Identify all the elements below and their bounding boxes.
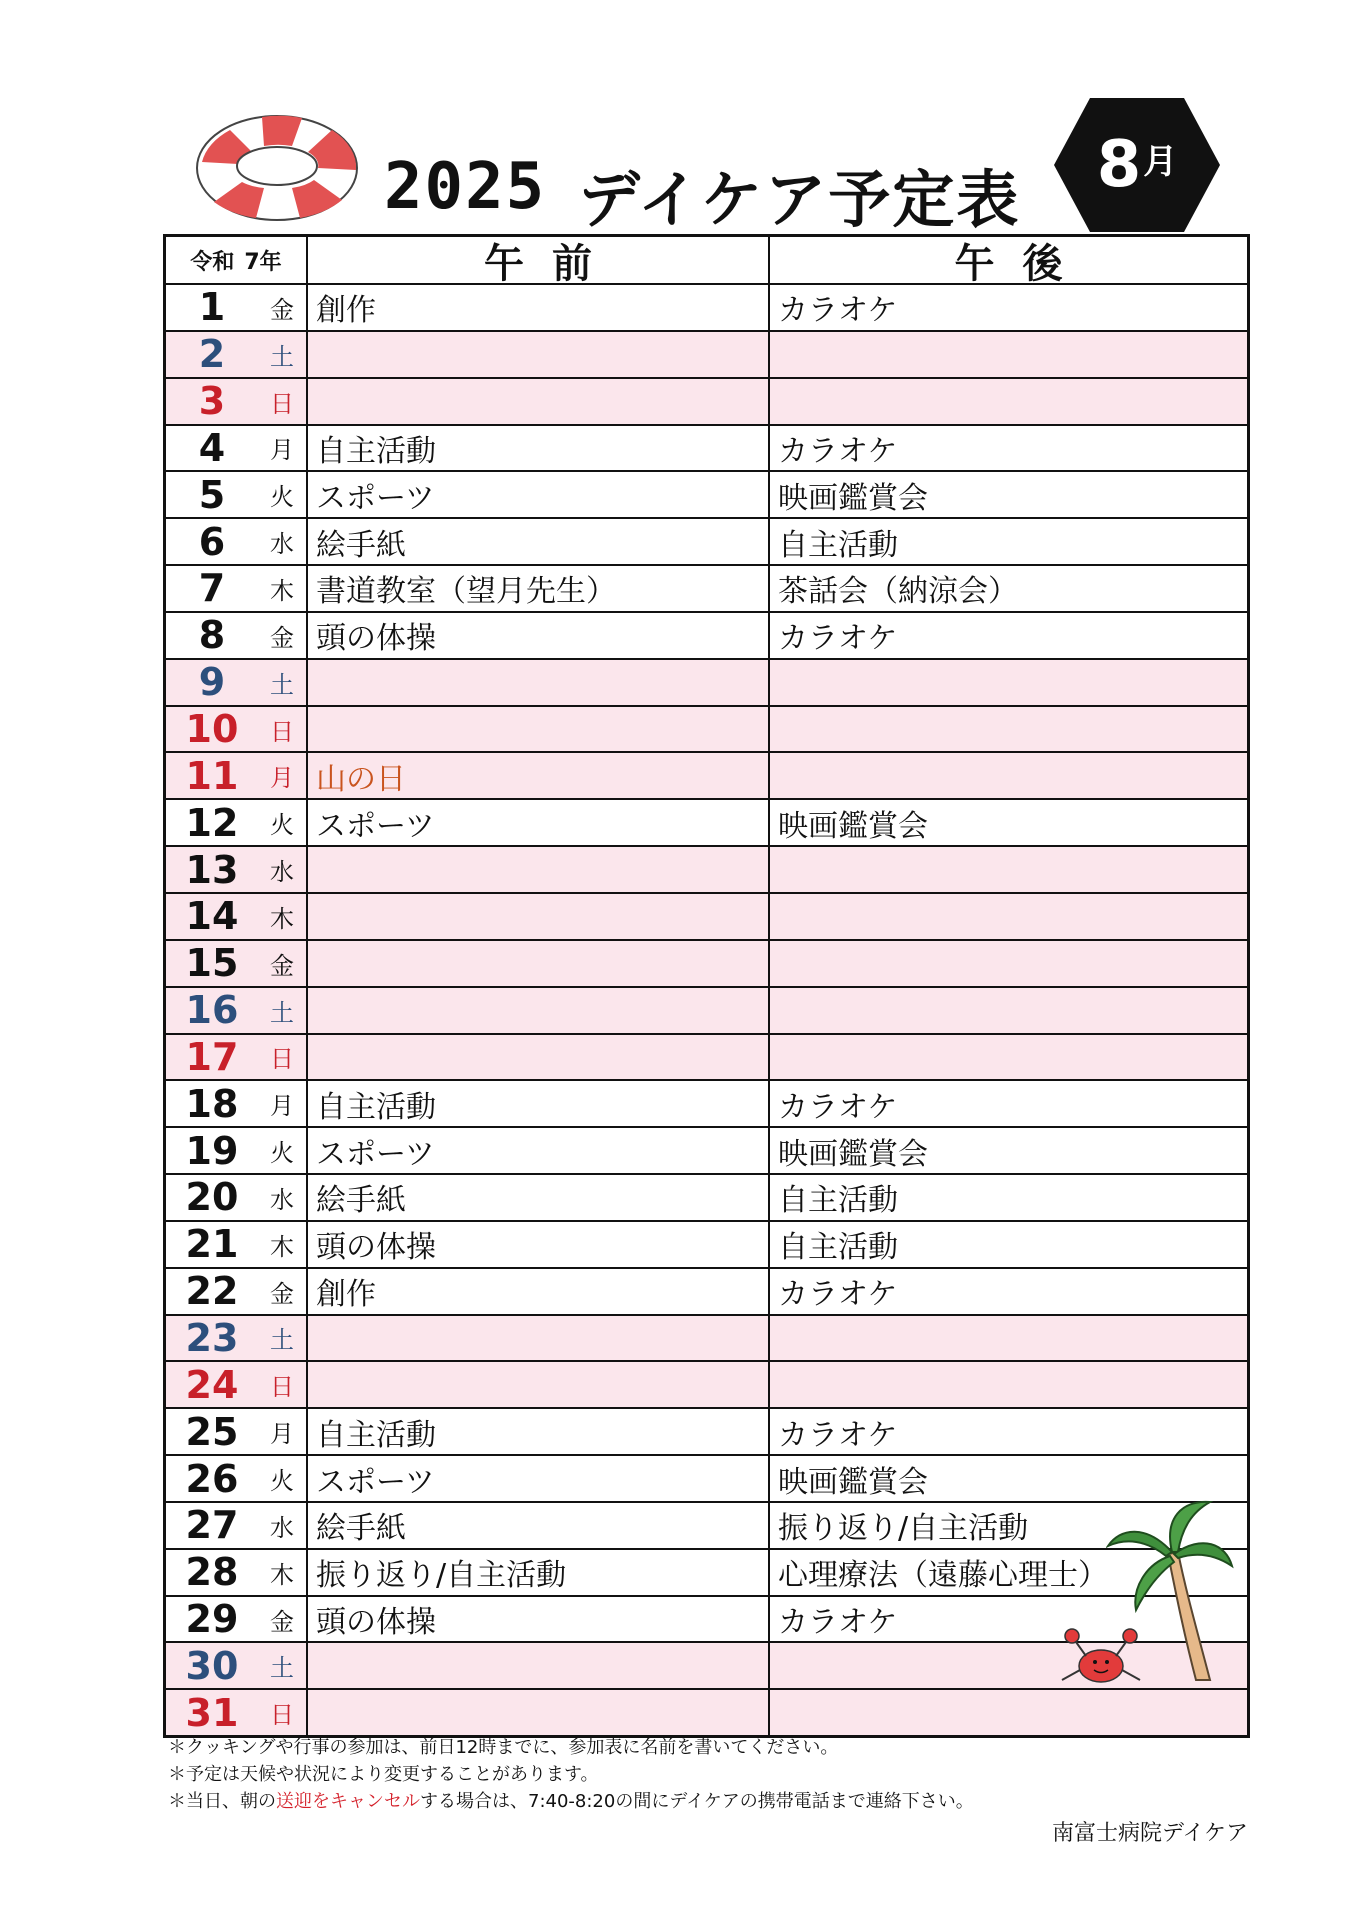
date-cell: 11 xyxy=(185,753,239,798)
table-row xyxy=(166,892,1247,939)
weekday-cell: 水 xyxy=(258,847,308,892)
table-row xyxy=(166,1220,1247,1267)
pm-activity-cell xyxy=(770,1362,1247,1407)
am-activity-cell: スポーツ xyxy=(308,800,770,845)
pm-activity-cell xyxy=(770,847,1247,892)
date-cell: 25 xyxy=(185,1409,239,1454)
date-cell: 31 xyxy=(185,1690,239,1735)
table-row xyxy=(166,1454,1247,1501)
table-row xyxy=(166,424,1247,471)
table-row xyxy=(166,1407,1247,1454)
weekday-cell: 日 xyxy=(258,1035,308,1080)
date-cell: 16 xyxy=(185,988,239,1033)
weekday-cell: 日 xyxy=(258,1690,308,1735)
pm-activity-cell xyxy=(770,1316,1247,1361)
table-row xyxy=(166,705,1247,752)
am-activity-cell: 絵手紙 xyxy=(308,1503,770,1548)
note-3 xyxy=(168,1788,974,1815)
pm-activity-cell xyxy=(770,332,1247,377)
weekday-cell: 土 xyxy=(258,1316,308,1361)
schedule-table xyxy=(163,234,1250,1738)
am-activity-cell xyxy=(308,1316,770,1361)
note-3-post: する場合は、7:40-8:20の間にデイケアの携帯電話まで連絡下さい。 xyxy=(420,1791,974,1812)
date-cell: 23 xyxy=(185,1315,239,1360)
am-activity-cell: 自主活動 xyxy=(308,1081,770,1126)
weekday-cell: 水 xyxy=(258,1503,308,1548)
date-cell: 9 xyxy=(198,660,226,705)
table-row xyxy=(166,1173,1247,1220)
am-activity-cell xyxy=(308,847,770,892)
pm-activity-cell: カラオケ xyxy=(778,1417,898,1453)
pm-activity-cell: 自主活動 xyxy=(778,527,898,563)
date-cell: 1 xyxy=(198,285,226,330)
date-cell: 26 xyxy=(185,1456,239,1501)
weekday-cell: 日 xyxy=(258,707,308,752)
am-activity-cell: 頭の体操 xyxy=(308,1222,770,1267)
pm-activity-cell xyxy=(770,1690,1247,1735)
note-3-pre: ＊当日、朝の xyxy=(168,1791,276,1812)
table-row xyxy=(166,611,1247,658)
weekday-cell: 火 xyxy=(258,1456,308,1501)
era-year: 7年 xyxy=(244,249,282,275)
date-cell: 24 xyxy=(185,1362,239,1407)
am-activity-cell: 絵手紙 xyxy=(308,519,770,564)
table-row xyxy=(166,1548,1247,1595)
date-cell: 21 xyxy=(185,1222,239,1267)
date-cell: 6 xyxy=(198,519,226,564)
am-activity-cell xyxy=(308,941,770,986)
table-row xyxy=(166,751,1247,798)
am-activity-cell: 書道教室（望月先生） xyxy=(308,566,770,611)
weekday-cell: 月 xyxy=(258,1409,308,1454)
am-activity-cell xyxy=(308,894,770,939)
date-cell: 4 xyxy=(198,425,226,470)
weekday-cell: 火 xyxy=(258,472,308,517)
pm-activity-cell xyxy=(770,988,1247,1033)
date-cell: 2 xyxy=(198,332,226,377)
page-title: デイケア予定表 xyxy=(578,163,1021,236)
pm-activity-cell xyxy=(770,753,1247,798)
pm-activity-cell xyxy=(770,660,1247,705)
pm-activity-cell: カラオケ xyxy=(778,1277,898,1313)
pm-activity-cell xyxy=(770,379,1247,424)
weekday-cell: 木 xyxy=(258,566,308,611)
am-activity-cell xyxy=(308,1035,770,1080)
pm-activity-cell: 茶話会（納涼会） xyxy=(778,574,1018,610)
am-activity-cell: 頭の体操 xyxy=(308,1597,770,1642)
table-row xyxy=(166,517,1247,564)
weekday-cell: 金 xyxy=(258,941,308,986)
am-activity-cell xyxy=(308,379,770,424)
table-row xyxy=(166,330,1247,377)
am-activity-cell xyxy=(308,660,770,705)
era-label xyxy=(166,237,308,283)
am-activity-cell xyxy=(308,1362,770,1407)
am-activity-cell: スポーツ xyxy=(308,472,770,517)
table-row xyxy=(166,658,1247,705)
pm-activity-cell: カラオケ xyxy=(778,433,898,469)
weekday-cell: 土 xyxy=(258,988,308,1033)
table-row xyxy=(166,1126,1247,1173)
date-cell: 7 xyxy=(198,566,226,611)
date-cell: 27 xyxy=(185,1503,239,1548)
am-activity-cell: 絵手紙 xyxy=(308,1175,770,1220)
date-cell: 5 xyxy=(198,472,226,517)
date-cell: 15 xyxy=(185,941,239,986)
weekday-cell: 木 xyxy=(258,1222,308,1267)
title-year: 2025 xyxy=(384,150,547,224)
pm-activity-cell: 振り返り/自主活動 xyxy=(778,1511,1029,1547)
date-cell: 10 xyxy=(185,707,239,752)
weekday-cell: 水 xyxy=(258,1175,308,1220)
table-row xyxy=(166,470,1247,517)
am-activity-cell: 自主活動 xyxy=(308,1409,770,1454)
date-cell: 29 xyxy=(185,1597,239,1642)
pm-activity-cell: 映画鑑賞会 xyxy=(778,1464,928,1500)
pm-activity-cell: 自主活動 xyxy=(778,1183,898,1219)
weekday-cell: 火 xyxy=(258,800,308,845)
am-activity-cell xyxy=(308,988,770,1033)
date-cell: 28 xyxy=(185,1550,239,1595)
weekday-cell: 日 xyxy=(258,379,308,424)
am-header: 午前 xyxy=(308,237,770,283)
weekday-cell: 金 xyxy=(258,285,308,330)
table-row xyxy=(166,1267,1247,1314)
pm-activity-cell: 映画鑑賞会 xyxy=(778,1136,928,1172)
weekday-cell: 土 xyxy=(258,660,308,705)
pm-activity-cell: 映画鑑賞会 xyxy=(778,808,928,844)
date-cell: 17 xyxy=(185,1034,239,1079)
weekday-cell: 木 xyxy=(258,1550,308,1595)
pm-activity-cell xyxy=(770,894,1247,939)
table-row xyxy=(166,1079,1247,1126)
am-activity-cell xyxy=(308,707,770,752)
am-activity-cell xyxy=(308,1643,770,1688)
note-2: ＊予定は天候や状況により変更することがあります。 xyxy=(168,1764,599,1785)
am-activity-cell: 自主活動 xyxy=(308,426,770,471)
weekday-cell: 月 xyxy=(258,426,308,471)
date-cell: 12 xyxy=(185,800,239,845)
pm-activity-cell: カラオケ xyxy=(778,293,898,329)
table-row xyxy=(166,1501,1247,1548)
am-activity-cell: 山の日 xyxy=(308,753,770,798)
table-row xyxy=(166,283,1247,330)
era-name: 令和 xyxy=(190,249,235,275)
notes xyxy=(168,1734,974,1815)
footer-organization: 南富士病院デイケア xyxy=(1051,1821,1248,1846)
swim-ring-icon xyxy=(192,108,362,226)
pm-activity-cell: 心理療法（遠藤心理士） xyxy=(778,1558,1108,1594)
am-activity-cell: 創作 xyxy=(308,285,770,330)
pm-activity-cell xyxy=(770,1035,1247,1080)
am-activity-cell: スポーツ xyxy=(308,1456,770,1501)
table-header xyxy=(166,237,1247,287)
table-row xyxy=(166,377,1247,424)
weekday-cell: 日 xyxy=(258,1362,308,1407)
table-row xyxy=(166,564,1247,611)
note-1: ＊クッキングや行事の参加は、前日12時までに、参加表に名前を書いてください。 xyxy=(168,1737,839,1758)
month-unit: 月 xyxy=(1143,141,1178,182)
pm-activity-cell: カラオケ xyxy=(778,1089,898,1125)
date-cell: 13 xyxy=(185,847,239,892)
table-row xyxy=(166,986,1247,1033)
date-cell: 19 xyxy=(185,1128,239,1173)
weekday-cell: 金 xyxy=(258,1269,308,1314)
table-row xyxy=(166,1314,1247,1361)
weekday-cell: 土 xyxy=(258,1643,308,1688)
pm-activity-cell: 自主活動 xyxy=(778,1230,898,1266)
table-row xyxy=(166,1688,1247,1735)
date-cell: 8 xyxy=(198,613,226,658)
am-activity-cell xyxy=(308,332,770,377)
pm-activity-cell xyxy=(770,941,1247,986)
am-activity-cell: 創作 xyxy=(308,1269,770,1314)
note-3-highlight: 送迎をキャンセル xyxy=(276,1791,420,1812)
weekday-cell: 月 xyxy=(258,753,308,798)
am-activity-cell xyxy=(308,1690,770,1735)
am-activity-cell: 頭の体操 xyxy=(308,613,770,658)
table-row xyxy=(166,1033,1247,1080)
pm-activity-cell xyxy=(770,707,1247,752)
pm-activity-cell: カラオケ xyxy=(778,621,898,657)
table-row xyxy=(166,845,1247,892)
weekday-cell: 月 xyxy=(258,1081,308,1126)
month-label xyxy=(1052,96,1222,234)
pm-header: 午後 xyxy=(954,240,1091,287)
table-row xyxy=(166,798,1247,845)
date-cell: 22 xyxy=(185,1269,239,1314)
pm-activity-cell: カラオケ xyxy=(778,1605,898,1641)
weekday-cell: 水 xyxy=(258,519,308,564)
month-number: 8 xyxy=(1096,128,1142,202)
weekday-cell: 土 xyxy=(258,332,308,377)
date-cell: 3 xyxy=(198,379,226,424)
date-cell: 18 xyxy=(185,1081,239,1126)
weekday-cell: 木 xyxy=(258,894,308,939)
am-activity-cell: スポーツ xyxy=(308,1128,770,1173)
date-cell: 30 xyxy=(185,1643,239,1688)
date-cell: 20 xyxy=(185,1175,239,1220)
date-cell: 14 xyxy=(185,894,239,939)
pm-activity-cell: 映画鑑賞会 xyxy=(778,480,928,516)
weekday-cell: 金 xyxy=(258,613,308,658)
weekday-cell: 火 xyxy=(258,1128,308,1173)
table-row xyxy=(166,939,1247,986)
table-row xyxy=(166,1360,1247,1407)
weekday-cell: 金 xyxy=(258,1597,308,1642)
crab-icon xyxy=(1056,1622,1146,1692)
am-activity-cell: 振り返り/自主活動 xyxy=(308,1550,770,1595)
